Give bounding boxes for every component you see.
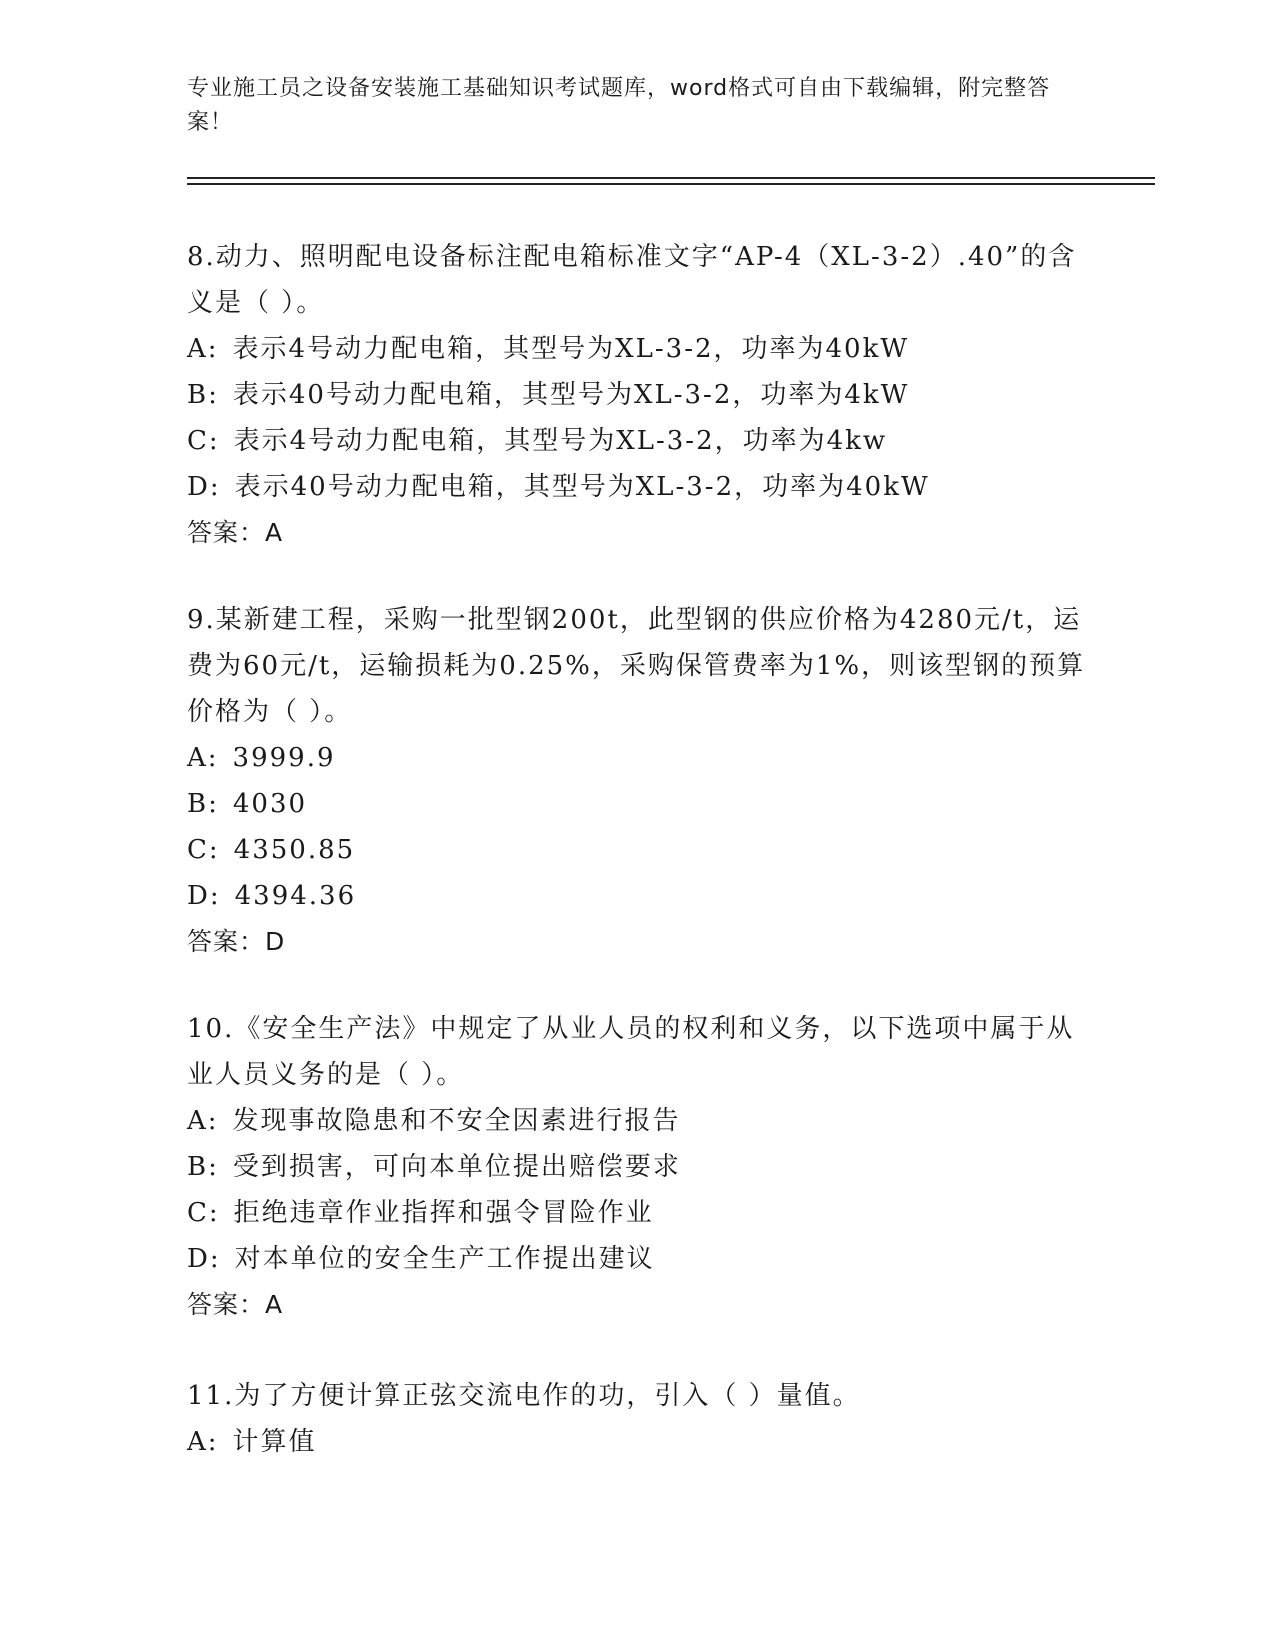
option-text: 拒绝违章作业指挥和强令冒险作业 [233,1198,654,1228]
option-label: C: [187,426,220,456]
option-label: B: [187,380,219,410]
option-label: C: [187,835,220,865]
page-header: 专业施工员之设备安装施工基础知识考试题库，word格式可自由下载编辑，附完整答案！ [187,76,1051,135]
option-d [187,464,1087,510]
option-b [187,1144,1087,1190]
option-b [187,781,1087,827]
option-text: 4394.36 [234,881,357,911]
option-text: 发现事故隐患和不安全因素进行报告 [232,1106,681,1136]
option-label: D: [187,1244,221,1274]
option-c [187,418,1087,464]
option-text: 表示40号动力配电箱，其型号为XL-3-2，功率为40kW [234,472,930,502]
option-label: C: [187,1198,220,1228]
answer: 答案：A [187,1290,284,1319]
option-text: 对本单位的安全生产工作提出建议 [234,1244,655,1274]
option-text: 4030 [232,789,308,819]
question-11 [187,1373,1087,1465]
option-label: A: [187,1427,219,1457]
option-b [187,372,1087,418]
option-label: B: [187,1152,219,1182]
option-d [187,873,1087,919]
option-label: D: [187,472,221,502]
option-label: A: [187,334,219,364]
option-a [187,326,1087,372]
question-10 [187,1006,1087,1328]
option-text: 受到损害，可向本单位提出赔偿要求 [232,1152,681,1182]
option-a [187,1419,1087,1465]
option-text: 表示40号动力配电箱，其型号为XL-3-2，功率为4kW [232,380,910,410]
option-text: 计算值 [232,1427,317,1457]
question-stem: 11.为了方便计算正弦交流电作的功，引入（ ）量值。 [187,1381,861,1411]
question-stem: 10.《安全生产法》中规定了从业人员的权利和义务，以下选项中属于从业人员义务的是（ ）。 [187,1014,1075,1090]
question-stem: 8.动力、照明配电设备标注配电箱标准文字“AP-4（XL-3-2）.40”的含义是（ ）。 [187,242,1077,318]
question-8 [187,234,1087,556]
header-divider-bottom [187,183,1155,185]
header-divider-top [187,177,1155,179]
option-text: 4350.85 [233,835,356,865]
option-text: 3999.9 [232,743,336,773]
option-label: A: [187,1106,219,1136]
question-stem: 9.某新建工程，采购一批型钢200t，此型钢的供应价格为4280元/t，运费为60元/t，运输损耗为0.25%，采购保管费率为1%，则该型钢的预算价格为（ ）。 [187,605,1086,727]
question-9 [187,597,1087,965]
option-label: B: [187,789,219,819]
answer: 答案：D [187,927,286,956]
option-a [187,1098,1087,1144]
answer: 答案：A [187,518,284,547]
option-label: D: [187,881,221,911]
option-a [187,735,1087,781]
option-label: A: [187,743,219,773]
option-c [187,1190,1087,1236]
option-d [187,1236,1087,1282]
option-text: 表示4号动力配电箱，其型号为XL-3-2，功率为4kw [233,426,888,456]
option-c [187,827,1087,873]
option-text: 表示4号动力配电箱，其型号为XL-3-2，功率为40kW [232,334,910,364]
